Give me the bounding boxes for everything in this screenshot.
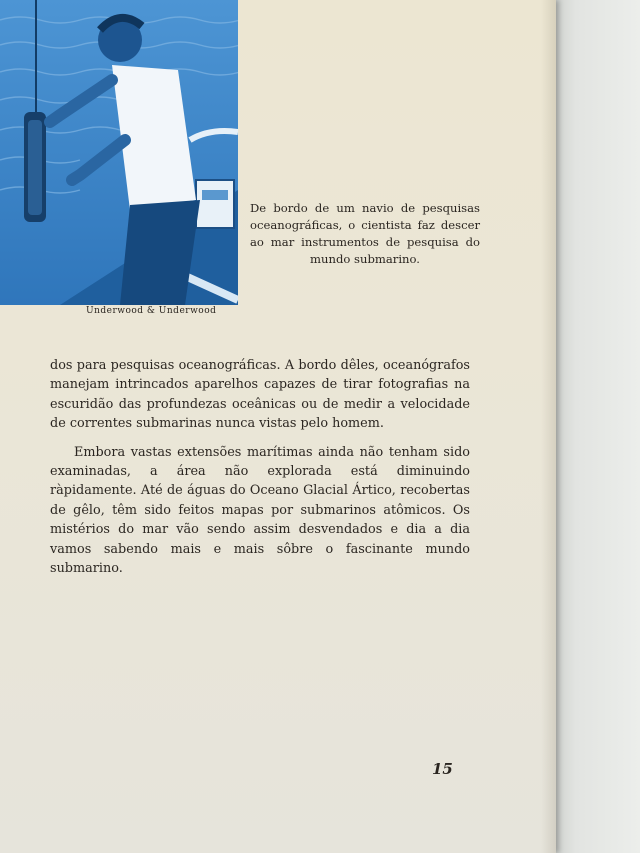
- background-wall: [548, 0, 640, 853]
- scientist-lowering-instrument-photo: [0, 0, 238, 305]
- body-text: [50, 356, 470, 587]
- page-edge-shadow: [541, 0, 556, 853]
- photo-credit: Underwood & Underwood: [86, 306, 217, 316]
- paragraph-1: dos para pesquisas oceanográficas. A bordo dêles, oceanógrafos manejam intrincados aparelhos capazes de tirar fotografias na escuridão das profundezas oceânicas ou de medir a velocidade de correntes submarinas nunca vistas pelo homem.: [50, 358, 470, 432]
- photo-caption: De bordo de um navio de pesquisas oceanográficas, o cientista faz descer ao mar instrumentos de pesquisa do mundo submarino.: [250, 201, 480, 266]
- page-number: 15: [432, 760, 453, 778]
- paragraph-2: Embora vastas extensões marítimas ainda não tenham sido examinadas, a área não explorada está diminuindo ràpidamente. Até de águas do Oceano Glacial Ártico, recobertas de gêlo, têm sido feitos mapas por submarinos atômicos. Os mistérios do mar vão sendo assim desvendados e dia a dia vamos sabendo mais e mais sôbre o fascinante mundo submarino.: [50, 444, 470, 577]
